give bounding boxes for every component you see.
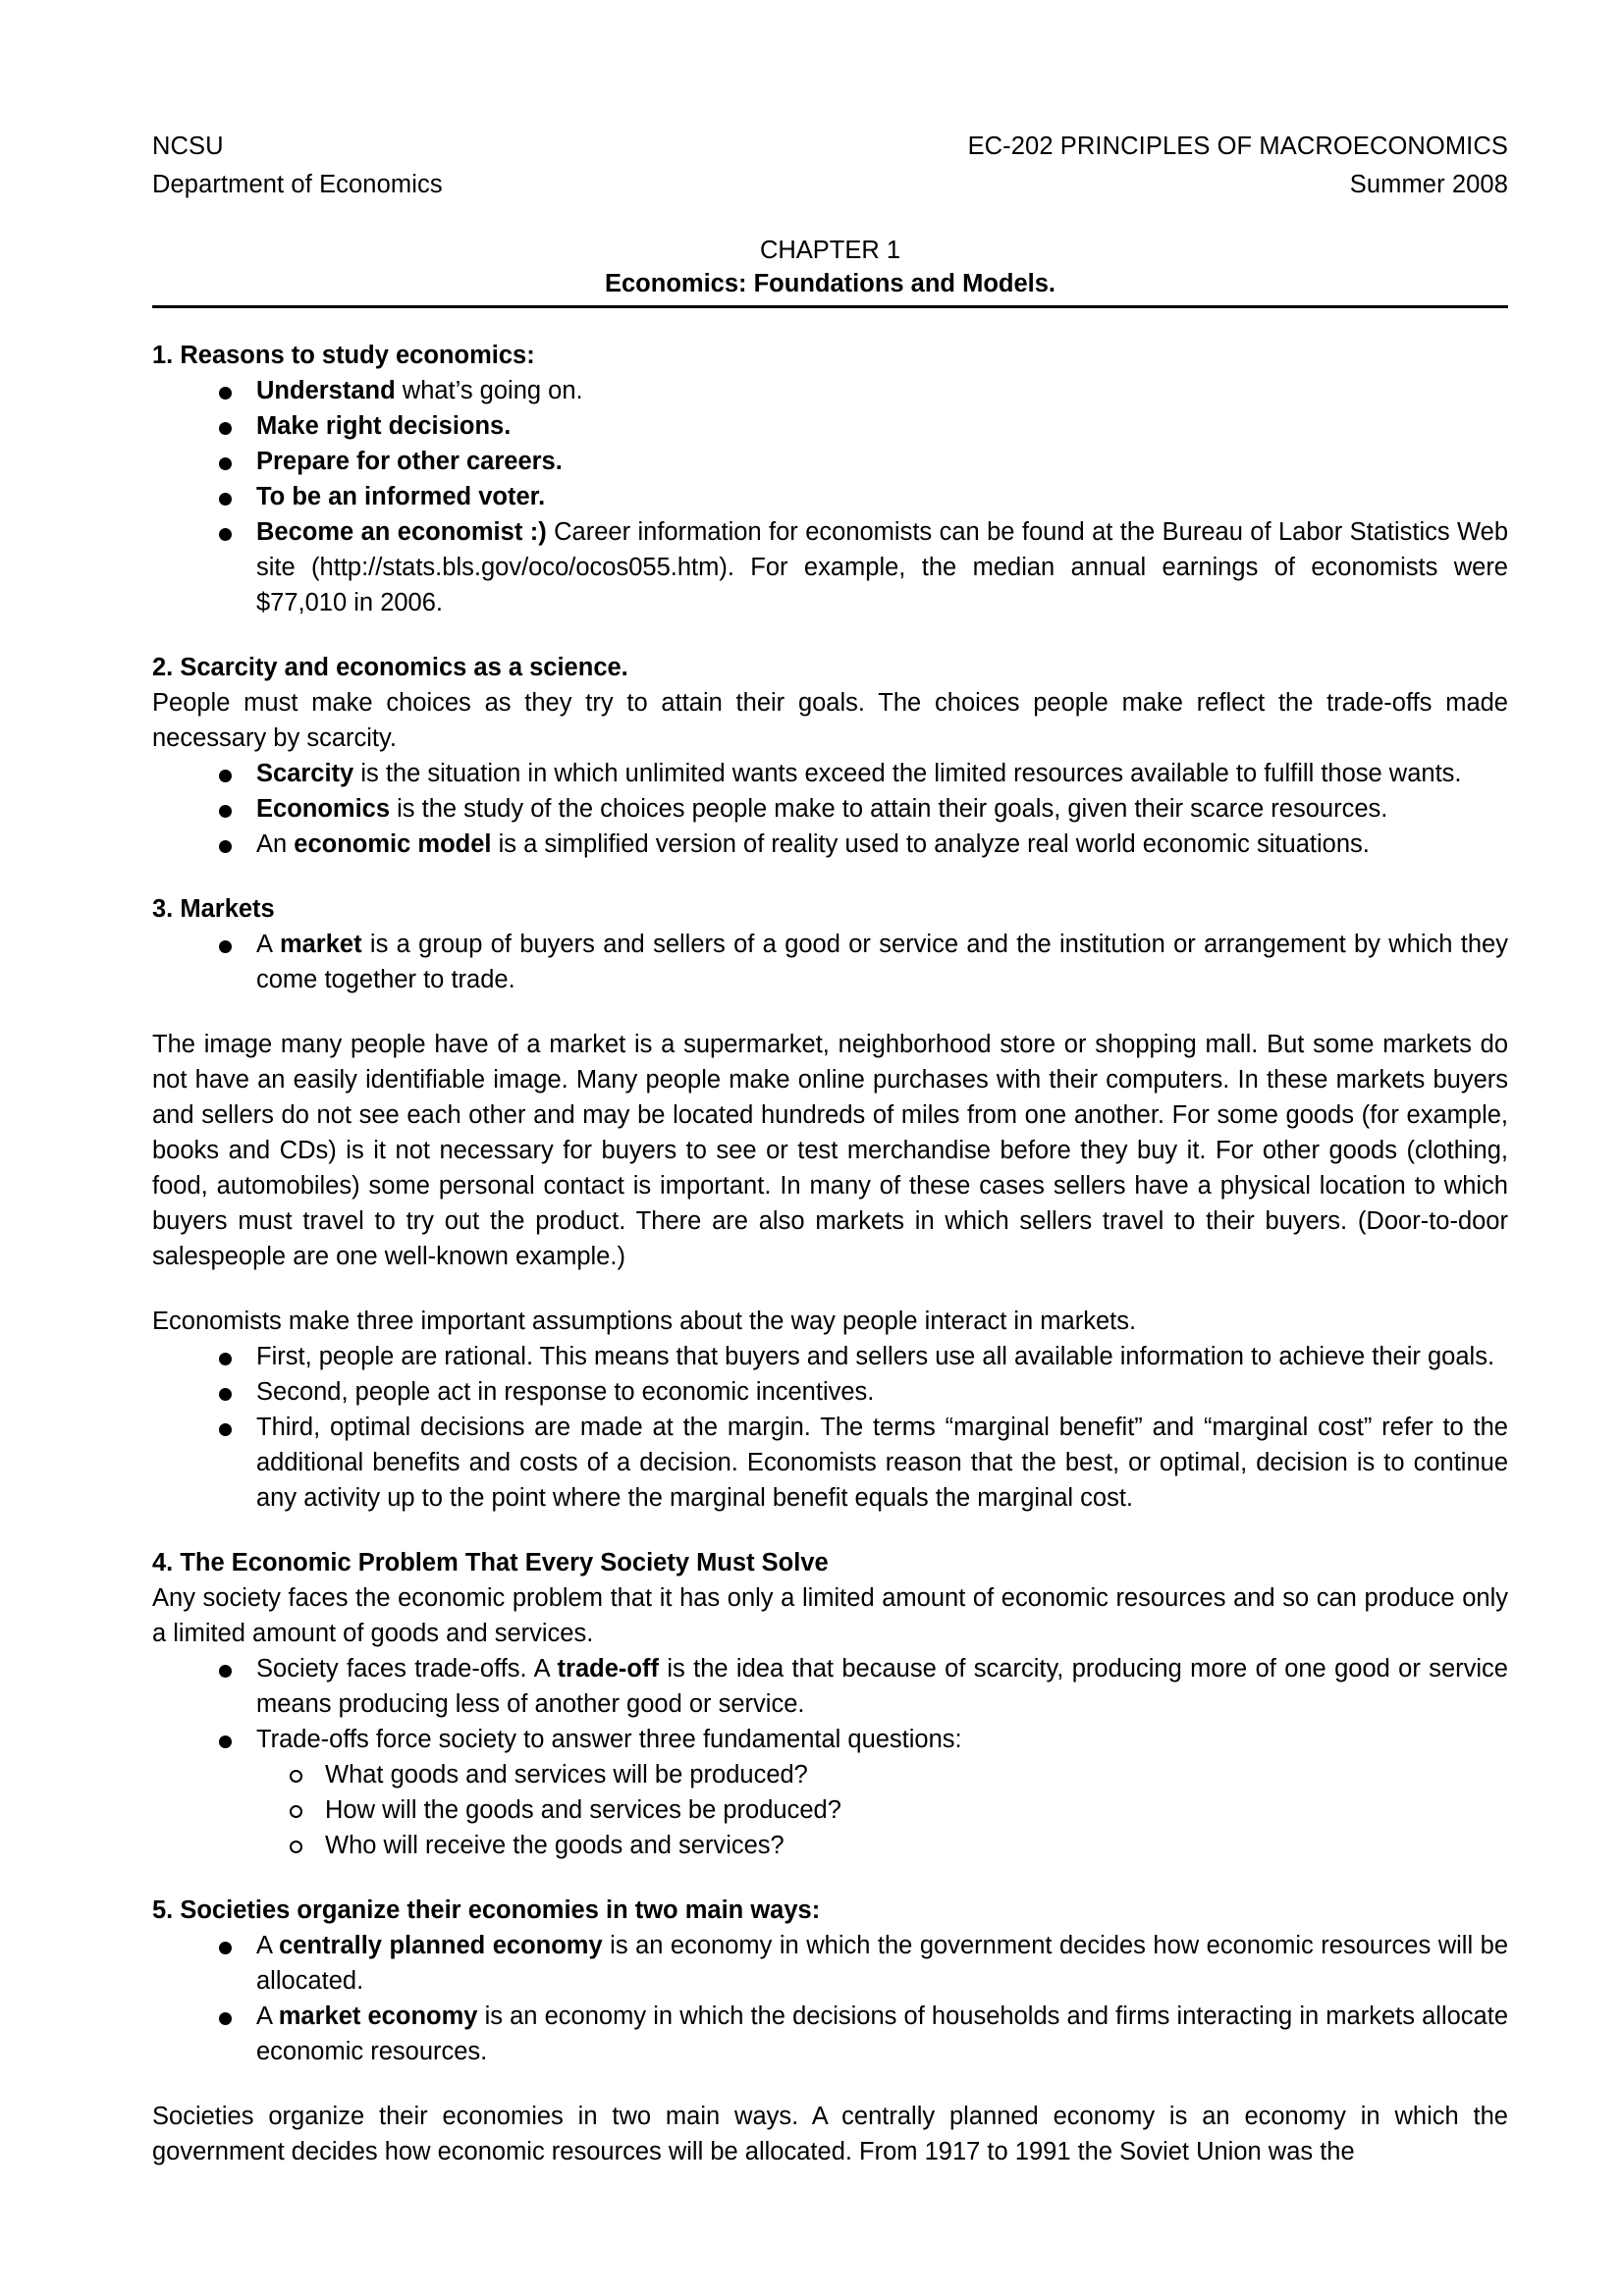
- list-item: [152, 373, 1508, 408]
- item-text: Career information for economists can be found at the Bureau of Labor Statistics Web site (http://stats.bls.gov/oco/ocos055.htm). For example, the median annual earnings of economists were $77,010 in 2006.: [256, 518, 1509, 616]
- department-name: Department of Economics: [152, 171, 443, 198]
- section-2-intro: People must make choices as they try to attain their goals. The choices people make reflect the trade-offs made necessary by scarcity.: [152, 689, 1508, 752]
- section-3-heading: 3. Markets: [152, 895, 275, 923]
- item-bold-text: Scarcity: [256, 760, 354, 787]
- chapter-number: CHAPTER 1: [759, 237, 901, 264]
- term-label: Summer 2008: [1349, 171, 1508, 198]
- list-item: Third, optimal decisions are made at the margin. The terms “marginal benefit” and “marginal cost” refer to the additional benefits and costs of a decision. Economists reason that the best, or optimal, decision is to continue any activity up to the point where the marginal benefit equals the marginal cost.: [152, 1410, 1508, 1516]
- list-item: Who will receive the goods and services?: [256, 1828, 1508, 1863]
- list-item: [152, 927, 1508, 997]
- list-item: What goods and services will be produced?: [256, 1757, 1508, 1792]
- section-1-list: [152, 373, 1508, 620]
- list-item: Prepare for other careers.: [152, 444, 1508, 479]
- item-text: is the idea that because of scarcity, producing more of one good or service means producing less of another good or service.: [256, 1655, 1508, 1718]
- item-text-lead: Society faces trade-offs. A: [256, 1655, 558, 1682]
- section-5-closing-paragraph: Societies organize their economies in two main ways. A centrally planned economy is an economy in which the government decides how economic resources will be allocated. From 1917 to 1991 the Soviet Union was the: [152, 2103, 1508, 2165]
- list-item: [152, 1999, 1508, 2069]
- item-bold-text: market: [279, 931, 362, 958]
- list-item: [152, 1928, 1508, 1999]
- item-text: is a group of buyers and sellers of a good or service and the institution or arrangement by which they come together to trade.: [256, 931, 1508, 993]
- section-3-assumptions-list: [152, 1339, 1508, 1516]
- item-bold-text: Economics: [256, 795, 391, 823]
- list-item: To be an informed voter.: [152, 479, 1508, 514]
- section-1-heading: 1. Reasons to study economics:: [152, 342, 535, 369]
- section-5-list: [152, 1928, 1508, 2069]
- item-bold-text: Understand: [256, 377, 396, 404]
- item-text-lead: A: [256, 2002, 279, 2030]
- section-3-paragraph-1: The image many people have of a market is a supermarket, neighborhood store or shopping mall. But some markets do not have an easily identifiable image. Many people make online purchases with their computers. In these markets buyers and sellers do not see each other and may be located hundreds of miles from one another. For some goods (for example, books and CDs) is it not necessary for buyers to see or test merchandise before they buy it. For other goods (clothing, food, automobiles) some personal contact is important. In many of these cases sellers have a physical location to which buyers must travel to try out the product. There are also markets in which sellers travel to their buyers. (Door-to-door salespeople are one well-known example.): [152, 1031, 1508, 1270]
- section-3-paragraph-2: Economists make three important assumptions about the way people interact in markets.: [152, 1308, 1137, 1335]
- item-text: is the situation in which unlimited wants exceed the limited resources available to fulfill those wants.: [353, 760, 1462, 787]
- item-bold-text: centrally planned economy: [279, 1932, 603, 1959]
- institution-name: NCSU: [152, 133, 224, 160]
- title-divider: [152, 305, 1508, 308]
- list-item: [152, 514, 1508, 620]
- section-2-heading: 2. Scarcity and economics as a science.: [152, 654, 628, 681]
- list-item: [152, 1722, 1508, 1863]
- section-3-list: [152, 927, 1508, 997]
- item-text: is the study of the choices people make to attain their goals, given their scarce resources.: [390, 795, 1388, 823]
- item-text: Trade-offs force society to answer three fundamental questions:: [256, 1726, 962, 1753]
- list-item: First, people are rational. This means that buyers and sellers use all available information to achieve their goals.: [152, 1339, 1508, 1374]
- section-2-list: [152, 756, 1508, 862]
- item-text: is a simplified version of reality used to analyze real world economic situations.: [491, 830, 1370, 858]
- item-text: is an economy in which the decisions of households and firms interacting in markets allocate economic resources.: [256, 2002, 1509, 2065]
- section-5-heading: 5. Societies organize their economies in two main ways:: [152, 1896, 821, 1924]
- item-bold-text: market economy: [278, 2002, 478, 2030]
- item-bold-text: trade-off: [557, 1655, 659, 1682]
- list-item: Second, people act in response to economic incentives.: [152, 1374, 1508, 1410]
- chapter-title-block: [152, 234, 1508, 300]
- list-item: [152, 1651, 1508, 1722]
- item-text-lead: A: [256, 1932, 280, 1959]
- section-4-heading: 4. The Economic Problem That Every Society Must Solve: [152, 1549, 829, 1576]
- page-header-line-2: [152, 166, 1508, 204]
- course-title: EC-202 PRINCIPLES OF MACROECONOMICS: [967, 133, 1508, 160]
- list-item: [152, 827, 1508, 862]
- list-item: [152, 791, 1508, 827]
- item-bold-text: economic model: [294, 830, 492, 858]
- page-header-line-1: [152, 128, 1508, 166]
- chapter-name: Economics: Foundations and Models.: [604, 270, 1056, 297]
- list-item: Make right decisions.: [152, 408, 1508, 444]
- item-text-lead: An: [256, 830, 295, 858]
- list-item: [152, 756, 1508, 791]
- section-4-list: [152, 1651, 1508, 1863]
- item-text: what’s going on.: [395, 377, 583, 404]
- item-text: is an economy in which the government decides how economic resources will be allocated.: [256, 1932, 1508, 1995]
- section-4-intro: Any society faces the economic problem that it has only a limited amount of economic resources and so can produce only a limited amount of goods and services.: [152, 1584, 1508, 1647]
- list-item: How will the goods and services be produced?: [256, 1792, 1508, 1828]
- item-bold-text: Become an economist :): [256, 518, 547, 546]
- item-text-lead: A: [256, 931, 280, 958]
- fundamental-questions-list: [256, 1757, 1508, 1863]
